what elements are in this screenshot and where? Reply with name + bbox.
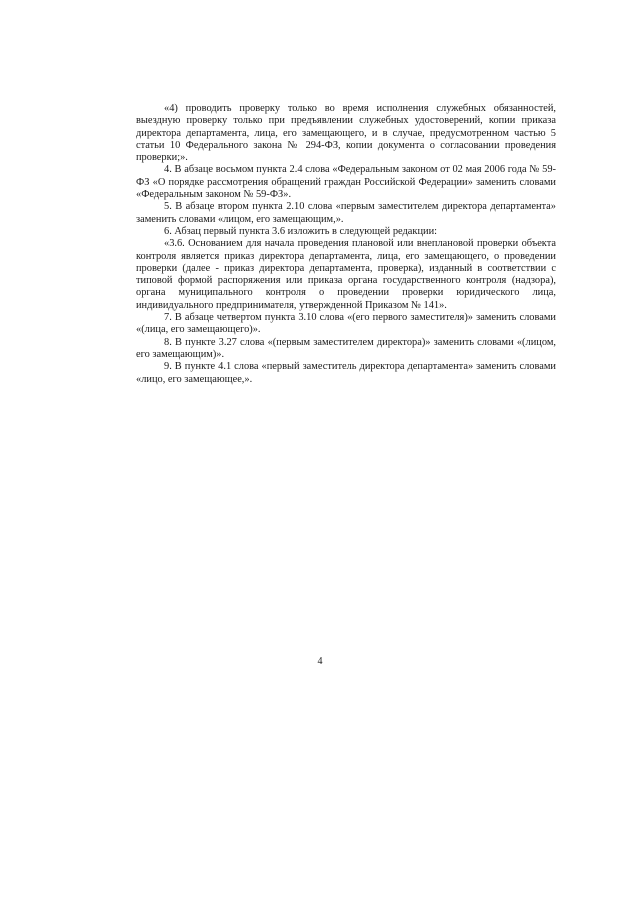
paragraph-clause-5: 5. В абзаце втором пункта 2.10 слова «первым заместителем директора департамента» заменить словами «лицом, его замещающим,». bbox=[136, 201, 556, 225]
paragraph-item-4-text: «4) проводить проверку только во время исполнения служебных обязанностей, выездную проверку только при предъявлении служебных удостоверений, копии приказа директора департамента, лица, его замещающего, и в случае, предусмотренном частью 5 статьи 10 Федерального закона № 294-ФЗ, копии документа о согласовании проведения проверки;». bbox=[136, 103, 556, 164]
page-number: 4 bbox=[317, 656, 323, 667]
paragraph-clause-8: 8. В пункте 3.27 слова «(первым заместителем директора)» заменить словами «(лицом, его замещающим)». bbox=[136, 336, 556, 360]
document-body bbox=[136, 103, 556, 386]
paragraph-clause-3-6-text: «3.6. Основанием для начала проведения плановой или внеплановой проверки объекта контроля является приказ директора департамента, лица, его замещающего, о проведении проверки (далее - приказ директора департамента, проверка), изданный в соответствии с типовой формой распоряжения или приказа органа государственного контроля (надзора), органа муниципального контроля о проведении проверки юридического лица, индивидуального предпринимателя, утвержденной Приказом № 141». bbox=[136, 238, 556, 311]
paragraph-clause-7: 7. В абзаце четвертом пункта 3.10 слова «(его первого заместителя)» заменить словами «(лица, его замещающего)». bbox=[136, 312, 556, 336]
paragraph-clause-4: 4. В абзаце восьмом пункта 2.4 слова «Федеральным законом от 02 мая 2006 года № 59-ФЗ «О порядке рассмотрения обращений граждан Российской Федерации» заменить словами «Федеральным законом № 59-ФЗ». bbox=[136, 164, 556, 201]
paragraph-clause-9: 9. В пункте 4.1 слова «первый заместитель директора департамента» заменить словами «лицо, его замещающее,». bbox=[136, 361, 556, 385]
paragraph-clause-6: 6. Абзац первый пункта 3.6 изложить в следующей редакции: bbox=[164, 225, 438, 237]
